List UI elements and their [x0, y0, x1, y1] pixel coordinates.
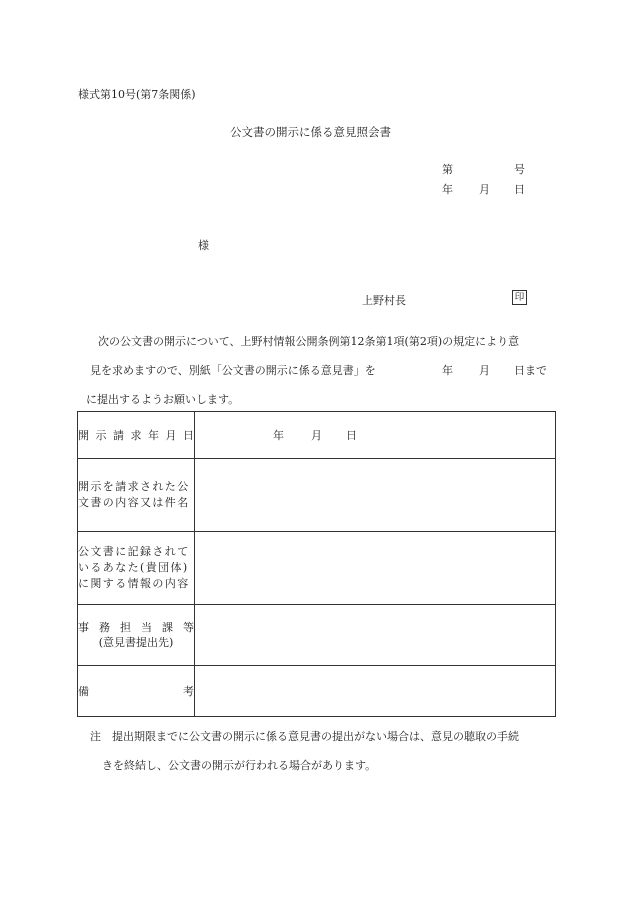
responsible-section-label-line-1 [78, 619, 194, 635]
remarks-label [78, 666, 195, 717]
label-char: 年 [148, 429, 159, 442]
requested-document-label [78, 459, 195, 532]
label-char: 請 [113, 429, 124, 442]
table-row [78, 666, 556, 717]
remarks-label-left: 備 [78, 685, 89, 698]
table-row [78, 605, 556, 666]
issue-date-month: 月 [479, 183, 490, 196]
label-char: 示 [95, 429, 107, 442]
request-date-month: 月 [311, 429, 322, 442]
remarks-label-right: 考 [183, 685, 194, 698]
request-date-label [78, 412, 195, 459]
body-text-line-3: に提出するようお願いします。 [86, 393, 240, 406]
note-line-1: 注 提出期限までに公文書の開示に係る意見書の提出がない場合は、意見の聴取の手続 [90, 730, 519, 743]
recorded-information-label-text: 公文書に記録されているあなた(貴団体)に関する情報の内容 [78, 545, 190, 590]
request-date-day: 日 [346, 429, 357, 442]
label-char: 当 [141, 621, 152, 634]
label-char: 課 [162, 621, 173, 634]
deadline-day: 日まで [514, 364, 547, 377]
remarks-label-text [78, 683, 194, 699]
request-date-field[interactable] [195, 412, 556, 459]
request-details-table [77, 411, 556, 717]
body-text-line-1: 次の公文書の開示について、上野村情報公開条例第12条第1項(第2項)の規定により意 [98, 335, 520, 348]
requested-document-field[interactable] [195, 459, 556, 532]
label-char: 月 [165, 429, 177, 442]
note-line-2: きを終結し、公文書の開示が行われる場合があります。 [102, 759, 377, 772]
recorded-information-label [78, 532, 195, 605]
label-char: 等 [183, 621, 194, 634]
label-char: 開 [78, 429, 89, 442]
body-text-line-2: 見を求めますので、別紙「公文書の開示に係る意見書」を [90, 364, 376, 377]
deadline-year: 年 [442, 364, 453, 377]
addressee-honorific: 様 [198, 239, 209, 252]
label-char: 事 [78, 621, 89, 634]
table-row [78, 412, 556, 459]
document-title: 公文書の開示に係る意見照会書 [230, 125, 391, 139]
request-date-year: 年 [273, 429, 284, 442]
label-char: 務 [99, 621, 110, 634]
deadline-month: 月 [479, 364, 490, 377]
table-row [78, 532, 556, 605]
responsible-section-label [78, 605, 195, 666]
reference-number-prefix: 第 [442, 163, 453, 176]
issue-date-year: 年 [442, 183, 453, 196]
request-date-label-text [78, 427, 194, 443]
requested-document-label-text: 開示を請求された公文書の内容又は件名 [78, 480, 190, 509]
responsible-section-label-line-2: (意見書提出先) [98, 636, 174, 649]
seal-mark: 印 [512, 290, 527, 305]
responsible-section-field[interactable] [195, 605, 556, 666]
label-char: 担 [120, 621, 131, 634]
table-row [78, 459, 556, 532]
remarks-field[interactable] [195, 666, 556, 717]
recorded-information-field[interactable] [195, 532, 556, 605]
label-char: 日 [183, 429, 194, 442]
form-number: 様式第10号(第7条関係) [78, 88, 196, 101]
issue-date-day: 日 [514, 183, 525, 196]
reference-number-suffix: 号 [514, 163, 525, 176]
sender-name: 上野村長 [362, 294, 406, 307]
label-char: 求 [130, 429, 142, 442]
